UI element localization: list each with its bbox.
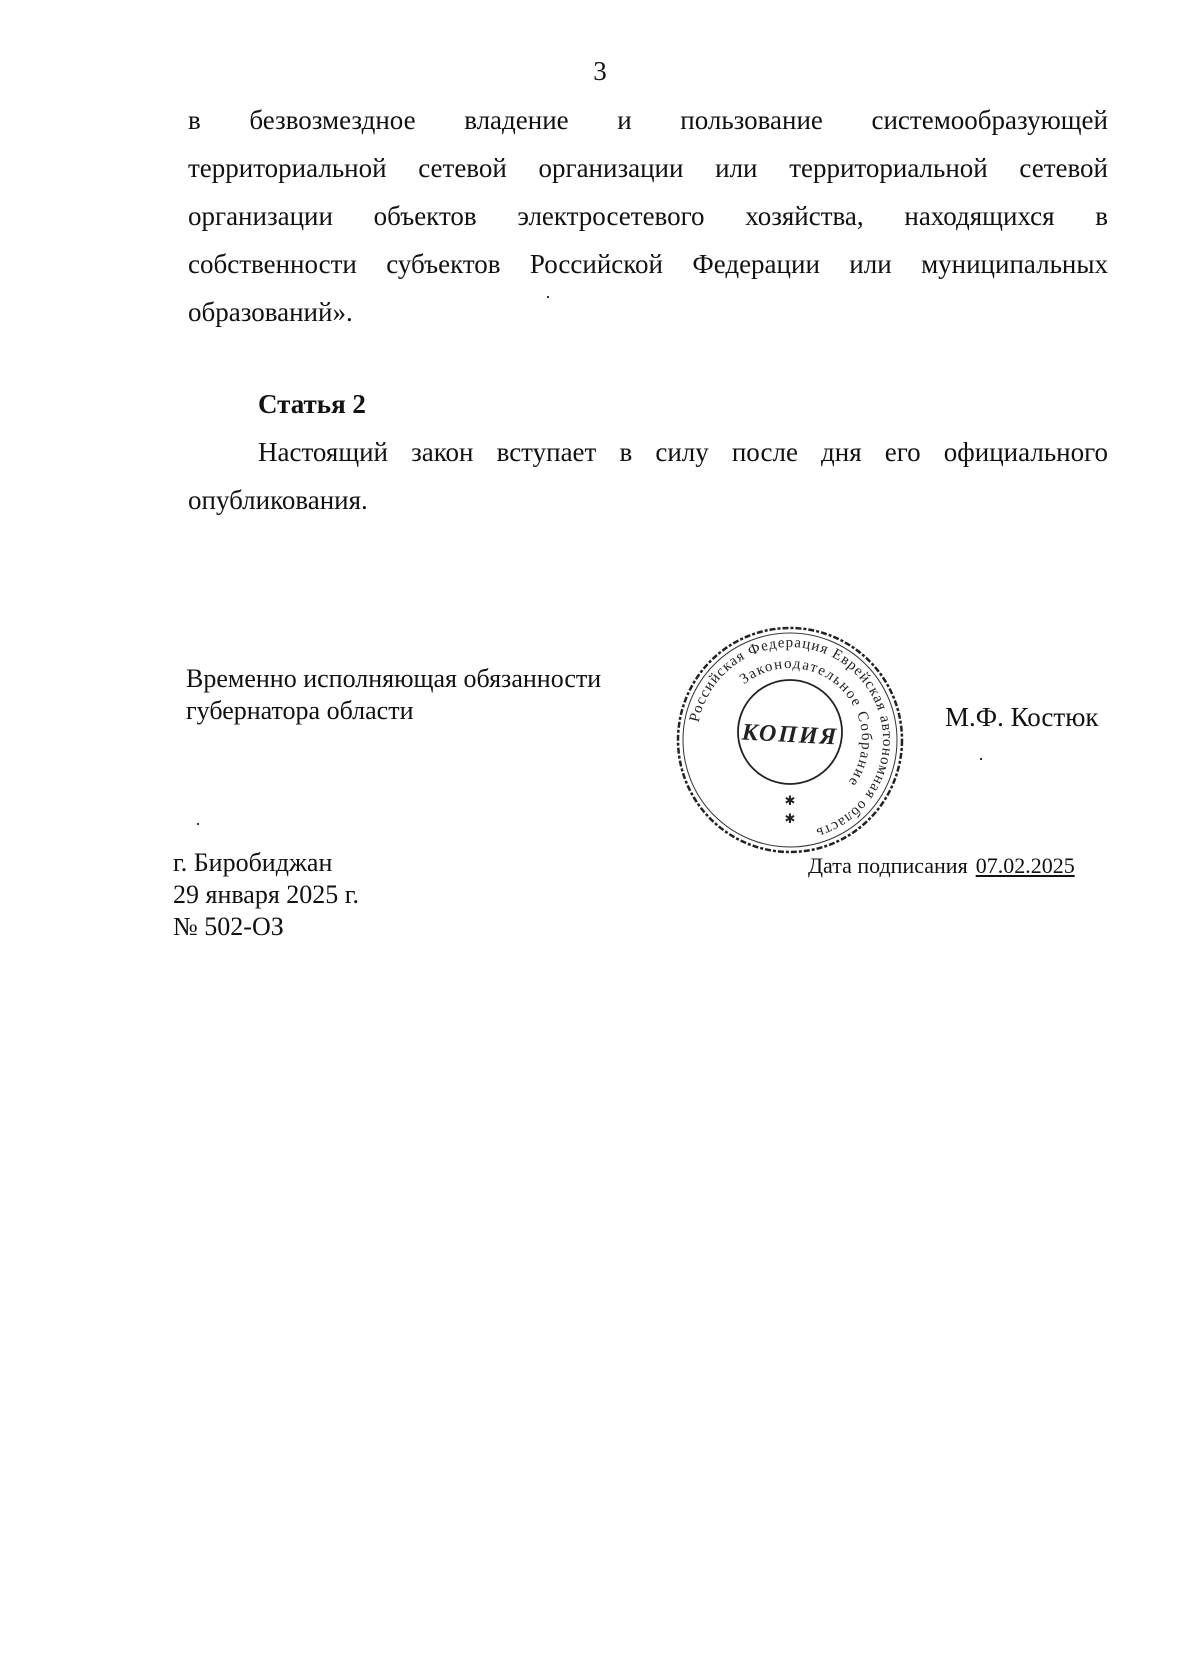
seal-outer-text: Российская Федерация Еврейская автономная область <box>686 634 896 842</box>
official-seal-stamp <box>670 620 910 860</box>
body-line: собственности субъектов Российской Федерации или муниципальных <box>188 249 1108 279</box>
law-place-date-number <box>173 847 359 943</box>
article-title: Статья 2 <box>258 389 366 419</box>
signer-position <box>186 663 601 727</box>
page-number: 3 <box>593 56 607 86</box>
body-line: территориальной сетевой организации или территориальной сетевой <box>188 153 1108 183</box>
signing-date <box>808 853 1075 879</box>
article-2 <box>188 380 1108 524</box>
signer-position-line: губернатора области <box>186 696 414 725</box>
scan-speck <box>197 823 199 825</box>
seal-star-icon: ✱ <box>784 811 796 826</box>
signer-position-line: Временно исполняющая обязанности <box>186 664 602 693</box>
article-text-line: Настоящий закон вступает в силу после дня его официального <box>258 437 1108 467</box>
body-line: образований». <box>188 297 353 327</box>
seal-inner-text: Законодательное Собрание <box>736 655 875 791</box>
body-line: организации объектов электросетевого хозяйства, находящихся в <box>188 201 1108 231</box>
law-number: № 502-ОЗ <box>173 912 284 941</box>
body-paragraph <box>188 96 1108 336</box>
signing-date-value: 07.02.2025 <box>975 853 1075 878</box>
seal-center-text: КОПИЯ <box>741 719 839 751</box>
scan-speck <box>980 758 982 760</box>
body-line: в безвозмездное владение и пользование системообразующей <box>188 105 1108 135</box>
signing-date-label: Дата подписания <box>808 853 968 878</box>
article-text-line: опубликования. <box>188 485 368 515</box>
signer-name: М.Ф. Костюк <box>945 702 1099 732</box>
seal-star-icon: ✱ <box>784 793 796 808</box>
city: г. Биробиджан <box>173 848 333 877</box>
adoption-date: 29 января 2025 г. <box>173 880 360 909</box>
scan-speck <box>547 296 549 298</box>
